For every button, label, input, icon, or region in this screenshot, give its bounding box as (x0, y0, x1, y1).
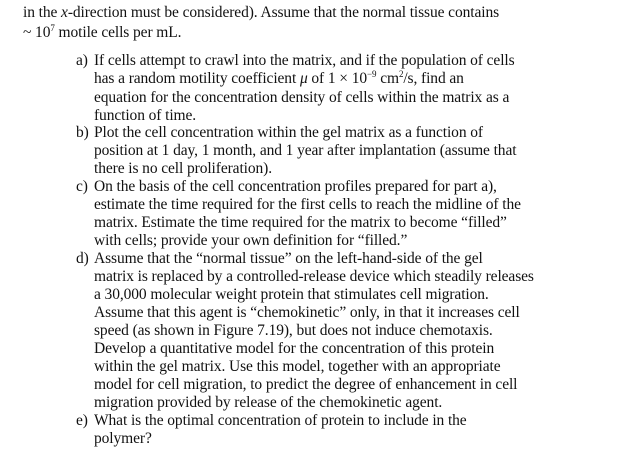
item-d-line-7: within the gel matrix. Use this model, together with an appropriate (94, 358, 501, 375)
item-d-line-6: Develop a quantitative model for the concentration of this protein (94, 340, 495, 357)
item-e-line-1: What is the optimal concentration of protein to include in the (94, 412, 467, 429)
item-c-line-3: matrix. Estimate the time required for the matrix to become “filled” (94, 214, 507, 231)
item-e-line-2: polymer? (94, 430, 152, 447)
item-d-line-3: a 30,000 molecular weight protein that stimulates cell migration. (94, 286, 489, 303)
item-c-label: c) (76, 178, 88, 195)
item-d-label: d) (76, 250, 89, 267)
intro-line-2: ~ $10^7$ motile cells per mL. (23, 23, 182, 41)
item-d-line-8: model for cell migration, to predict the degree of enhancement in cell (94, 376, 518, 393)
item-c-line-2: estimate the time required for the first cells to reach the midline of the (94, 196, 521, 213)
item-d-line-2: matrix is replaced by a controlled-release device which steadily releases (94, 268, 534, 285)
item-d-line-9: migration provided by release of the chemokinetic agent. (94, 394, 443, 411)
item-b-line-3: there is no cell proliferation). (94, 160, 272, 177)
item-a-label: a) (76, 52, 88, 69)
item-d-line-1: Assume that the “normal tissue” on the left-hand-side of the gel (94, 250, 483, 267)
item-a-line-3: equation for the concentration density of cells within the matrix as a (94, 89, 510, 106)
intro-line-1: in the x-direction must be considered). Assume that the normal tissue contains (23, 4, 500, 21)
item-a-line-2: has a random motility coefficient μ of $1 \times 10^{-9}$ $cm^2/s$, find an (94, 69, 464, 87)
item-b-line-1: Plot the cell concentration within the gel matrix as a function of (94, 124, 483, 141)
item-a-line-4: function of time. (94, 107, 197, 124)
item-c-line-4: with cells; provide your own definition for “filled.” (94, 232, 408, 249)
item-a-line-1: If cells attempt to crawl into the matrix, and if the population of cells (94, 52, 515, 69)
item-d-line-4: Assume that this agent is “chemokinetic” only, in that it increases cell (94, 304, 520, 321)
item-e-label: e) (76, 412, 88, 429)
item-b-label: b) (76, 124, 89, 141)
item-c-line-1: On the basis of the cell concentration profiles prepared for part a), (94, 178, 497, 195)
item-d-line-5: speed (as shown in Figure 7.19), but does not induce chemotaxis. (94, 322, 493, 339)
item-b-line-2: position at 1 day, 1 month, and 1 year after implantation (assume that (94, 142, 517, 159)
